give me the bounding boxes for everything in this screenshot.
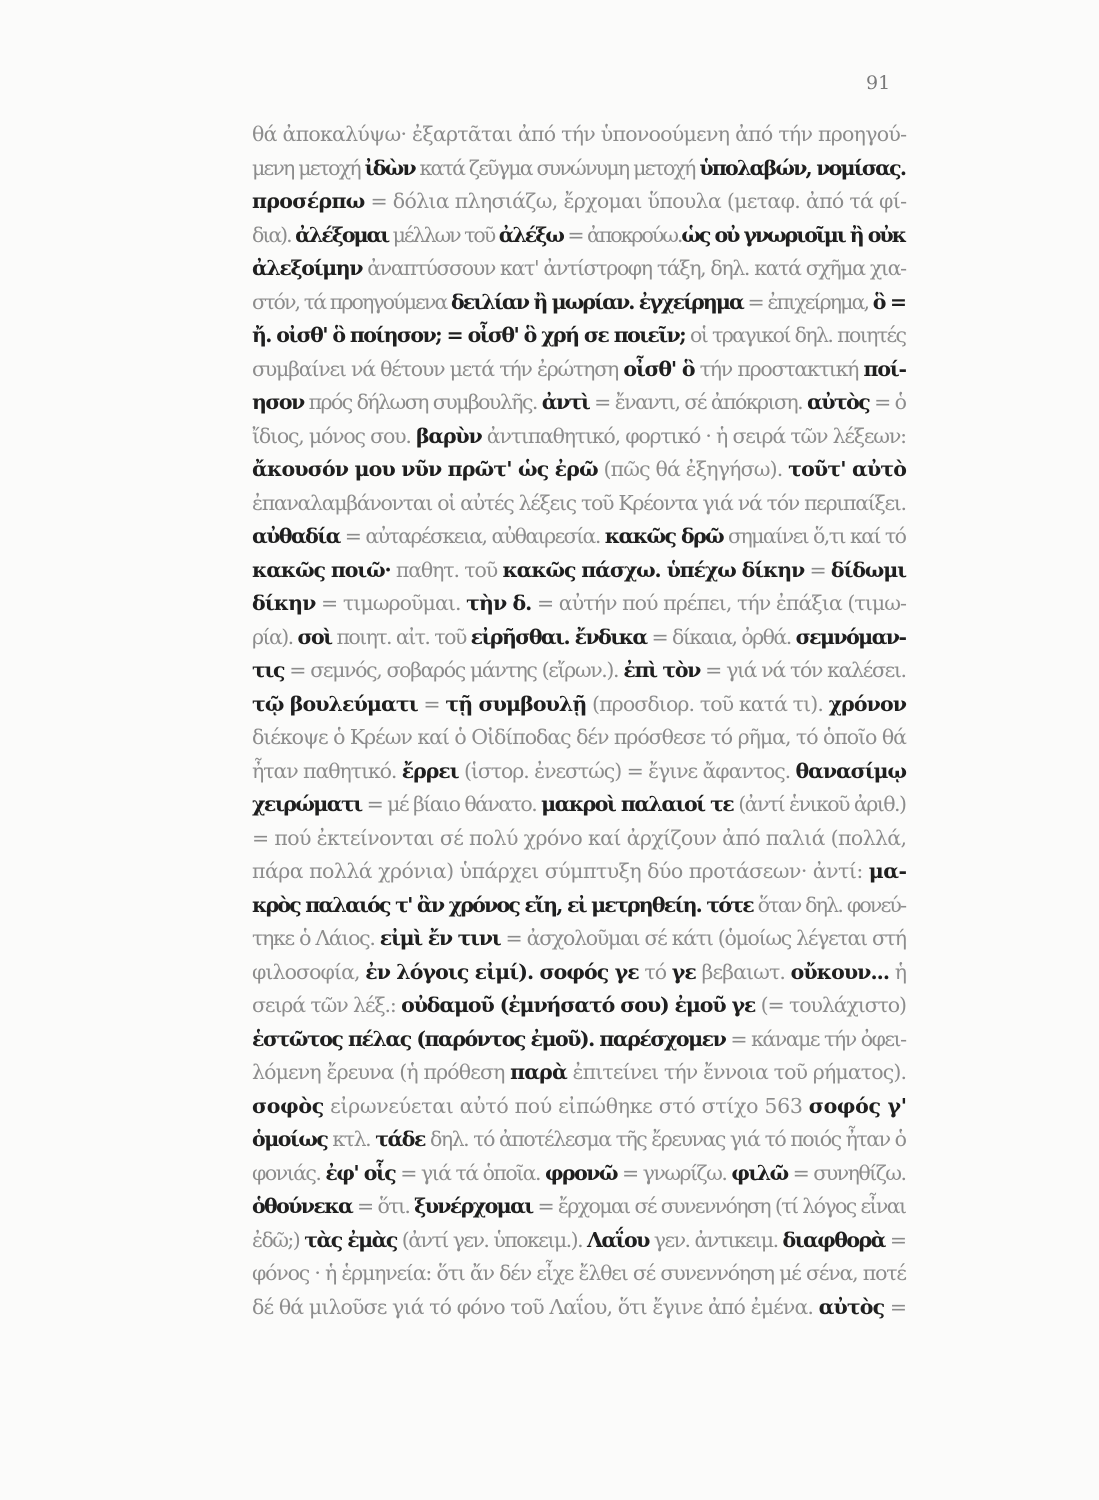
- text-line: [252, 219, 907, 253]
- lemma-term: ἐν λόγοις εἰμί). σοφός γε: [365, 959, 639, 984]
- gloss-text: = αὐτήν πού πρέπει, τήν ἐπάξια (τιμω-: [531, 591, 907, 615]
- gloss-text: συμβαίνει νά θέτουν μετά τήν ἐρώτηση: [252, 356, 624, 381]
- gloss-text: κατά ζεῦγμα συνώνυμη μετοχή: [414, 155, 700, 180]
- gloss-text: = ὁ: [869, 390, 906, 414]
- gloss-text: = μέ βίαιο θάνατο.: [361, 792, 542, 816]
- gloss-text: = ἔναντι, σέ ἀπόκριση.: [589, 390, 808, 414]
- text-line: [252, 386, 907, 420]
- lemma-term: οἶσθ' ὃ: [623, 356, 695, 381]
- gloss-text: ποιητ. αἰτ. τοῦ: [331, 624, 471, 649]
- gloss-text: ἐπαναλαμβάνονται οἱ αὐτές λέξεις τοῦ Κρέοντα γιά νά τόν περιπαίξει.: [252, 490, 906, 515]
- gloss-text: = ἀποκρούω.: [562, 222, 682, 247]
- gloss-text: γεν. ἀντικειμ.: [648, 1227, 783, 1252]
- lemma-term: ὑπολαβών, νομίσας.: [699, 155, 906, 180]
- text-line: [252, 989, 907, 1023]
- lemma-term: Λαΐου: [587, 1227, 649, 1252]
- gloss-text: = δόλια πλησιάζω, ἔρχομαι ὕπουλα (μεταφ. ἀπό τά φί-: [364, 189, 907, 213]
- text-line: [252, 855, 907, 889]
- lemma-term: τάδε: [375, 1127, 425, 1151]
- text-line: [252, 152, 907, 186]
- text-line: [252, 353, 907, 387]
- lemma-term: μα-: [868, 859, 907, 883]
- gloss-text: οἱ τραγικοί δηλ. ποιητές: [685, 323, 906, 347]
- lemma-term: ἰδὼν: [364, 155, 415, 180]
- lemma-term: χρόνον: [828, 691, 907, 716]
- lemma-term: αὐτὸς: [818, 1294, 885, 1319]
- gloss-text: = αὐταρέσκεια, αὐθαιρεσία.: [339, 524, 605, 548]
- lemma-term: ἐφ' οἷς: [325, 1160, 396, 1185]
- gloss-text: δια).: [252, 222, 296, 247]
- lemma-term: ησον: [252, 390, 304, 414]
- gloss-text: = γιά νά τόν καλέσει.: [700, 658, 906, 682]
- gloss-text: τηκε ὁ Λάιος.: [252, 926, 380, 950]
- gloss-text: κτλ.: [327, 1127, 376, 1151]
- gloss-text: = πού ἐκτείνονται σέ πολύ χρόνο καί ἀρχίζουν ἀπό παλιά (πολλά,: [252, 825, 907, 850]
- lemma-term: εἰρῆσθαι. ἔνδικα: [470, 624, 647, 649]
- text-line: [252, 755, 907, 789]
- lemma-term: τῷ βουλεύματι: [252, 691, 418, 716]
- gloss-text: =: [884, 1227, 906, 1252]
- gloss-text: τήν προστακτική: [694, 356, 864, 381]
- gloss-text: ἐδῶ;): [252, 1227, 305, 1252]
- gloss-text: = σεμνός, σοβαρός μάντης (εἴρων.).: [284, 658, 624, 682]
- text-line: [252, 1291, 907, 1325]
- lemma-term: δίκην: [252, 591, 316, 615]
- lemma-term: φιλῶ: [731, 1160, 788, 1185]
- lemma-term: φρονῶ: [545, 1160, 617, 1185]
- gloss-text: ρία).: [252, 624, 298, 649]
- gloss-text: πρός δήλωση συμβουλῆς.: [303, 390, 542, 414]
- lemma-term: ποί-: [863, 356, 906, 381]
- text-line: [252, 788, 907, 822]
- lemma-term: τὴν δ.: [466, 591, 532, 615]
- lemma-term: θανασίμῳ: [795, 758, 906, 783]
- gloss-text: στόν, τά προηγούμενα: [252, 289, 452, 314]
- gloss-text: = κάναμε τήν ὀφει-: [725, 1026, 906, 1051]
- lemma-term: προσέρπω: [252, 189, 365, 213]
- gloss-text: δηλ. τό ἀποτέλεσμα τῆς ἔρευνας γιά τό ποιός ἦταν ὁ: [424, 1127, 906, 1151]
- gloss-text: παθητ. τοῦ: [390, 557, 503, 582]
- gloss-text: ἴδιος, μόνος σου.: [252, 423, 416, 448]
- lemma-term: ἑστῶτος πέλας (παρόντος ἐμοῦ). παρέσχομεν: [252, 1026, 726, 1051]
- gloss-text: = γνωρίζω.: [617, 1160, 732, 1185]
- lemma-term: ἀντὶ: [541, 390, 590, 414]
- text-line: [252, 1056, 907, 1090]
- gloss-text: μενη μετοχή: [252, 155, 365, 180]
- text-line: [252, 587, 907, 621]
- gloss-text: = ὅτι.: [352, 1194, 415, 1218]
- text-line: [252, 554, 907, 588]
- text-line: [252, 118, 907, 152]
- lemma-term: γε: [671, 959, 696, 984]
- gloss-text: ἡ: [889, 959, 907, 984]
- gloss-text: ἦταν παθητικό.: [252, 758, 402, 783]
- gloss-text: (ἀντί γεν. ὑποκειμ.).: [396, 1227, 588, 1252]
- text-line: [252, 1090, 907, 1124]
- gloss-text: ὅταν δηλ. φονεύ-: [752, 892, 906, 917]
- gloss-text: = δίκαια, ὀρθά.: [646, 624, 796, 649]
- lemma-term: κακῶς ποιῶ·: [252, 557, 391, 582]
- lemma-term: οὐδαμοῦ (ἐμνήσατό σου) ἐμοῦ γε: [401, 993, 756, 1017]
- text-line: [252, 822, 907, 856]
- lemma-term: βαρὺν: [416, 423, 482, 448]
- lemma-term: ξυνέρχομαι: [414, 1194, 533, 1218]
- text-line: [252, 654, 907, 688]
- lemma-term: μακροὶ παλαιοί τε: [541, 792, 734, 816]
- text-line: [252, 721, 907, 755]
- text-line: [252, 1157, 907, 1191]
- lemma-term: κακῶς πάσχω. ὑπέχω δίκην: [502, 557, 805, 582]
- commentary-text: [252, 118, 907, 1324]
- gloss-text: ἀντιπαθητικό, φορτικό · ἡ σειρά τῶν λέξεων:: [481, 423, 906, 448]
- lemma-term: ὡς οὐ γνωριοῖμι ἢ οὐκ: [681, 222, 905, 247]
- gloss-text: δέ θά μιλοῦσε γιά τό φόνο τοῦ Λαΐου, ὅτι ἔγινε ἀπό ἐμένα.: [252, 1294, 819, 1319]
- lemma-term: αὐτὸς: [807, 390, 870, 414]
- gloss-text: σειρά τῶν λέξ.:: [252, 993, 402, 1017]
- lemma-term: ἤ. οἰσθ' ὃ ποίησον; = οἶσθ' ὃ χρή σε ποιεῖν;: [252, 323, 686, 347]
- text-line: [252, 1190, 907, 1224]
- text-line: [252, 1023, 907, 1057]
- gloss-text: (= τουλάχιστο): [755, 993, 906, 1017]
- lemma-term: ἀλεξοίμην: [252, 256, 363, 280]
- gloss-text: = ἔρχομαι σέ συνεννόηση (τί λόγος εἶναι: [532, 1194, 906, 1218]
- lemma-term: ἀλέξομαι: [295, 222, 389, 247]
- lemma-term: εἰμὶ ἔν τινι: [379, 926, 501, 950]
- lemma-term: παρὰ: [510, 1060, 567, 1084]
- lemma-term: τῇ συμβουλῇ: [445, 691, 587, 716]
- text-line: [252, 319, 907, 353]
- lemma-term: τοῦτ' αὐτὸ: [788, 457, 907, 481]
- text-line: [252, 1257, 907, 1291]
- gloss-text: = γιά τά ὁποῖα.: [395, 1160, 545, 1185]
- gloss-text: = ἀσχολοῦμαι σέ κάτι (ὁμοίως λέγεται στή: [500, 926, 906, 950]
- lemma-term: τις: [252, 658, 285, 682]
- lemma-term: ὃ =: [872, 289, 906, 314]
- gloss-text: θά ἀποκαλύψω· ἐξαρτᾶται ἀπό τήν ὑπονοούμενη ἀπό τήν προηγού-: [252, 122, 907, 146]
- gloss-text: φόνος · ἡ ἑρμηνεία: ὅτι ἄν δέν εἶχε ἔλθει σέ συνεννόηση μέ σένα, ποτέ: [252, 1261, 906, 1285]
- lemma-term: ὁμοίως: [252, 1127, 328, 1151]
- lemma-term: δειλίαν ἢ μωρίαν. ἐγχείρημα: [451, 289, 743, 314]
- gloss-text: = τιμωροῦμαι.: [315, 591, 467, 615]
- text-line: [252, 1123, 907, 1157]
- text-line: [252, 252, 907, 286]
- text-line: [252, 453, 907, 487]
- lemma-term: αὐθαδία: [252, 524, 340, 548]
- gloss-text: = ἐπιχείρημα,: [742, 289, 873, 314]
- gloss-text: σημαίνει ὅ,τι καί τό: [723, 524, 906, 548]
- page-number: 91: [866, 72, 891, 94]
- gloss-text: (ἱστορ. ἐνεστώς) = ἔγινε ἄφαντος.: [458, 758, 796, 783]
- lemma-term: χειρώματι: [252, 792, 362, 816]
- text-line: [252, 956, 907, 990]
- lemma-term: σοφὸς: [252, 1093, 324, 1118]
- gloss-text: πάρα πολλά χρόνια) ὑπάρχει σύμπτυξη δύο προτάσεων· ἀντί:: [252, 859, 869, 883]
- gloss-text: (πῶς θά ἐξηγήσω).: [597, 457, 789, 481]
- lemma-term: σοὶ: [297, 624, 332, 649]
- gloss-text: μέλλων τοῦ: [388, 222, 499, 247]
- lemma-term: ἀλέξω: [498, 222, 563, 247]
- lemma-term: σοφός γ': [808, 1093, 907, 1118]
- gloss-text: ἀναπτύσσουν κατ' ἀντίστροφη τάξη, δηλ. κατά σχῆμα χια-: [362, 256, 906, 280]
- gloss-text: (προσδιορ. τοῦ κατά τι).: [586, 691, 829, 716]
- text-line: [252, 420, 907, 454]
- text-line: [252, 487, 907, 521]
- lemma-term: τὰς ἐμὰς: [304, 1227, 397, 1252]
- lemma-term: κακῶς δρῶ: [604, 524, 724, 548]
- text-line: [252, 889, 907, 923]
- lemma-term: ὁθούνεκα: [252, 1194, 353, 1218]
- text-line: [252, 1224, 907, 1258]
- lemma-term: ἔρρει: [401, 758, 459, 783]
- gloss-text: ἐπιτείνει τήν ἔννοια τοῦ ρήματος).: [566, 1060, 907, 1084]
- lemma-term: κρὸς παλαιός τ' ἂν χρόνος εἴη, εἰ μετρηθείη. τότε: [252, 892, 753, 917]
- gloss-text: (ἀντί ἑνικοῦ ἀριθ.): [733, 792, 906, 816]
- text-line: [252, 520, 907, 554]
- gloss-text: φονιάς.: [252, 1160, 326, 1185]
- gloss-text: τό: [638, 959, 672, 984]
- text-line: [252, 185, 907, 219]
- gloss-text: διέκοψε ὁ Κρέων καί ὁ Οἰδίποδας δέν πρόσθεσε τό ρῆμα, τό ὁποῖο θά: [252, 725, 906, 749]
- lemma-term: ἄκουσόν μου νῦν πρῶτ' ὡς ἐρῶ: [252, 457, 598, 481]
- gloss-text: =: [884, 1294, 907, 1319]
- lemma-term: ἐπὶ τὸν: [623, 658, 700, 682]
- gloss-text: λόμενη ἔρευνα (ἡ πρόθεση: [252, 1060, 511, 1084]
- text-line: [252, 286, 907, 320]
- lemma-term: σεμνόμαν-: [795, 624, 906, 649]
- gloss-text: βεβαιωτ.: [695, 959, 791, 984]
- lemma-term: οὔκουν...: [790, 959, 890, 984]
- gloss-text: = συνηθίζω.: [787, 1160, 906, 1185]
- lemma-term: διαφθορὰ: [782, 1227, 885, 1252]
- lemma-term: δίδωμι: [830, 557, 906, 582]
- text-line: [252, 621, 907, 655]
- gloss-text: εἰρωνεύεται αὐτό πού εἰπώθηκε στό στίχο 563: [323, 1093, 809, 1118]
- gloss-text: =: [804, 557, 831, 582]
- text-line: [252, 922, 907, 956]
- gloss-text: =: [417, 691, 446, 716]
- text-line: [252, 688, 907, 722]
- gloss-text: φιλοσοφία,: [252, 959, 366, 984]
